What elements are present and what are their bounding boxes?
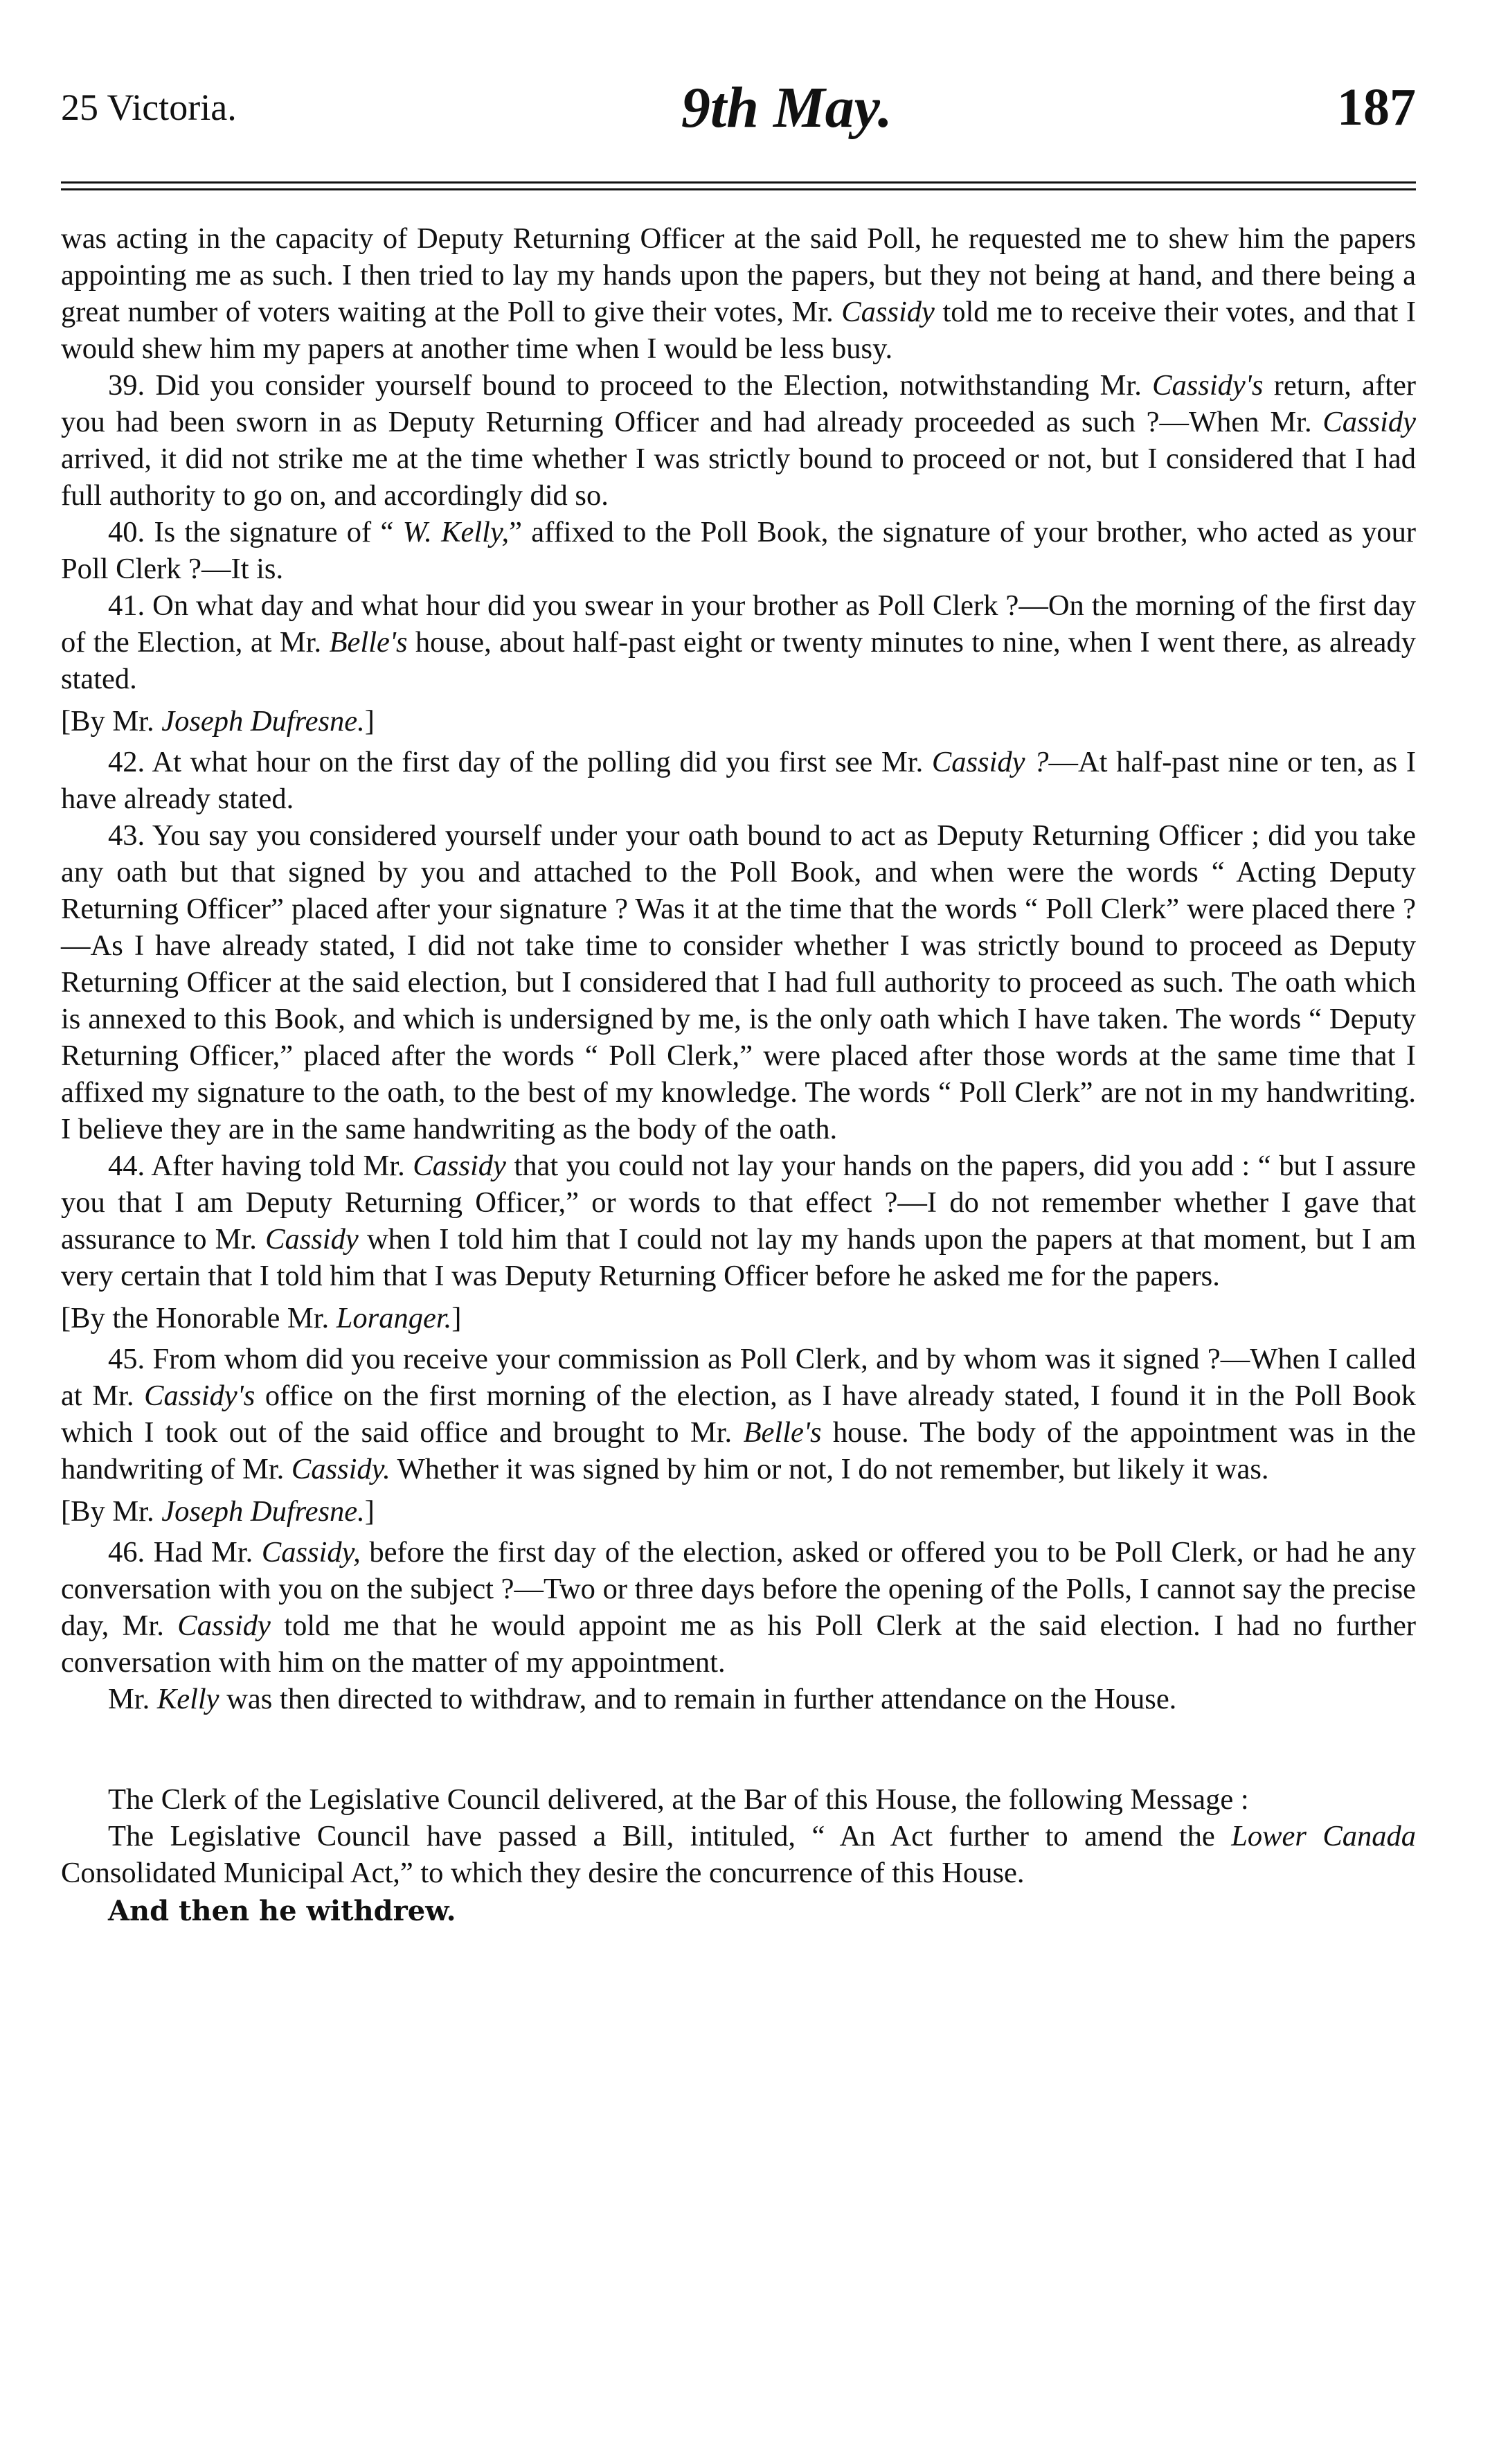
document-body: [61, 220, 1416, 1929]
question-46: 46. Had Mr. Cassidy, before the first day of the election, asked or offered you to be Poll Clerk, or had he any conversation with you on the subject ?—Two or three days before the opening of the Polls, I cannot say the precise day, Mr. Cassidy told me that he would appoint me as his Poll Clerk at the said election. I had no further conversation with him on the matter of my appointment.: [61, 1536, 1417, 1679]
header-session: 25 Victoria.: [61, 87, 237, 128]
header-rule-top: [61, 181, 1416, 184]
continuation-paragraph: was acting in the capacity of Deputy Returning Officer at the said Poll, he requested me to shew him the papers appointing me as such. I then tried to lay my hands upon the papers, but they not being at hand, and there being a great number of voters waiting at the Poll to give their votes, Mr. Cassidy told me to receive their votes, and that I would shew him my papers at another time when I would be less busy.: [61, 222, 1416, 365]
closing-line: And then he withdrew.: [108, 1895, 456, 1927]
question-40: 40. Is the signature of “ W. Kelly,” affixed to the Poll Book, the signature of your brother, who acted as your Poll Clerk ?—It is.: [61, 516, 1416, 585]
question-42: 42. At what hour on the first day of the polling did you first see Mr. Cassidy ?—At half-past nine or ten, as I have already stated.: [61, 746, 1416, 815]
page-number: 187: [1336, 78, 1416, 136]
examiner-note-3: [By Mr. Joseph Dufresne.]: [61, 1495, 375, 1528]
question-44: 44. After having told Mr. Cassidy that you could not lay your hands on the papers, did you add : “ but I assure you that I am Deputy Returning Officer,” or words to that effect ?—I do not remember whether I gave that assurance to Mr. Cassidy when I told him that I could not lay my hands upon the papers at that moment, but I am very certain that I told him that I was Deputy Returning Officer before he asked me for the papers.: [61, 1150, 1417, 1292]
message-intro: The Clerk of the Legislative Council delivered, at the Bar of this House, the following Message :: [108, 1783, 1249, 1816]
header-rule-bottom: [61, 188, 1416, 190]
question-45: 45. From whom did you receive your commission as Poll Clerk, and by whom was it signed ?—When I called at Mr. Cassidy's office on the first morning of the election, as I have already stated, I found it in the Poll Book which I took out of the said office and brought to Mr. Belle's house. The body of the appointment was in the handwriting of Mr. Cassidy. Whether it was signed by him or not, I do not remember, but likely it was.: [61, 1343, 1416, 1485]
examiner-note-2: [By the Honorable Mr. Loranger.]: [61, 1302, 462, 1334]
page-header: [61, 69, 1416, 145]
examiner-note-1: [By Mr. Joseph Dufresne.]: [61, 705, 375, 738]
question-41: 41. On what day and what hour did you swear in your brother as Poll Clerk ?—On the morning of the first day of the Election, at Mr. Belle's house, about half-past eight or twenty minutes to nine, when I went there, as already stated.: [61, 589, 1416, 695]
withdrawal-paragraph: Mr. Kelly was then directed to withdraw, and to remain in further attendance on the House.: [108, 1683, 1177, 1715]
header-date: 9th May.: [681, 75, 892, 140]
question-43: 43. You say you considered yourself under your oath bound to act as Deputy Returning Officer ; did you take any oath but that signed by you and attached to the Poll Book, and when were the words “ Acting Deputy Returning Officer” placed after your signature ? Was it at the time that the words “ Poll Clerk” were placed there ?—As I have already stated, I did not take time to consider whether I was strictly bound to proceed as Deputy Returning Officer at the said election, but I considered that I had full authority to proceed as such. The oath which is annexed to this Book, and which is undersigned by me, is the only oath which I have taken. The words “ Deputy Returning Officer,” placed after the words “ Poll Clerk,” were placed after those words at the same time that I affixed my signature to the oath, to the best of my knowledge. The words “ Poll Clerk” are not in my handwriting. I believe they are in the same handwriting as the body of the oath.: [61, 819, 1416, 1145]
message-body: The Legislative Council have passed a Bill, intituled, “ An Act further to amend the Lower Canada Consolidated Municipal Act,” to which they desire the concurrence of this House.: [61, 1820, 1417, 1889]
question-39: 39. Did you consider yourself bound to proceed to the Election, notwithstanding Mr. Cassidy's return, after you had been sworn in as Deputy Returning Officer and had already proceeded as such ?—When Mr. Cassidy arrived, it did not strike me at the time whether I was strictly bound to proceed or not, but I considered that I had full authority to go on, and accordingly did so.: [61, 369, 1416, 512]
